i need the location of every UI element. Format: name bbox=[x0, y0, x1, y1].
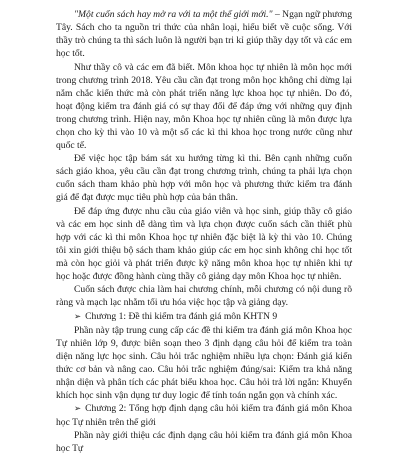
document-body bbox=[56, 8, 352, 456]
chapter-1-body: Phần này tập trung cung cấp các đề thi kiểm tra đánh giá môn Khoa học Tự nhiên lớp 9, được biên soạn theo 3 định dạng câu hỏi để kiểm tra toàn diện năng lực học sinh. Câu hỏi trắc nghiệm nhiều lựa chọn: Đánh giá kiến thức cơ bản và nâng cao. Câu hỏi trắc nghiệm đúng/sai: Kiểm tra khả năng nhận diện và phân tích các phát biểu khoa học. Câu hỏi trả lời ngắn: Khuyến khích học sinh vận dụng tư duy logic để tính toán ngắn gọn và chính xác. bbox=[56, 324, 352, 401]
paragraph-program: Như thầy cô và các em đã biết. Môn khoa học tự nhiên là môn học mới trong chương trình 2018. Yêu cầu cần đạt trong môn học không chỉ dừng lại nắm chắc kiến thức mà còn phát triển năng lực khoa học tự nhiên. Do đó, hoạt động kiểm tra đánh giá có sự thay đổi để đáp ứng với những quy định trong chương trình. Hiện nay, môn Khoa học tự nhiên cũng là môn được lựa chọn cho kỳ thi vào 10 và một số các kì thi khoa học trong nước cũng như quốc tế. bbox=[56, 61, 352, 151]
intro-paragraph bbox=[56, 8, 352, 60]
chapter-1-title: Chương 1: Đề thi kiểm tra đánh giá môn KHTN 9 bbox=[85, 310, 278, 322]
chapter-2-heading bbox=[56, 402, 352, 429]
paragraph-book-structure: Cuốn sách được chia làm hai chương chính, mỗi chương có nội dung rõ ràng và mạch lạc nhằm tối ưu hóa việc học tập và giảng dạy. bbox=[56, 284, 352, 308]
intro-rest: – Ngạn ngữ phương Tây. Sách cho ta nguồn tri thức của nhân loại, hiểu biết về cuộc sống. Với thầy trò chúng ta thì sách luôn là người bạn tri kỉ giúp thầy dạy tốt và các em học tốt. bbox=[56, 9, 352, 59]
paragraph-study-trend: Để việc học tập bám sát xu hướng từng kì thi. Bên cạnh những cuốn sách giáo khoa, yêu cầu cần đạt trong chương trình, chúng ta phải lựa chọn cuốn sách tham khảo phù hợp với môn học và phương thức kiểm tra đánh giá để đạt được mục tiêu phù hợp của bản thân. bbox=[56, 153, 352, 203]
paragraph-book-introduction: Để đáp ứng được nhu cầu của giáo viên và học sinh, giúp thầy cô giáo và các em học sinh dễ dàng tìm và lựa chọn được cuốn sách cần thiết phù hợp với các kì thi môn Khoa học tự nhiên đặc biệt là kỳ thi vào 10. Chúng tôi xin giới thiệu bộ sách tham khảo giúp các em học sinh không chỉ học tốt mà còn học giỏi và phát triển được kỹ năng môn khoa học tự nhiên khi tự học hoặc được đồng hành cùng thầy cô giảng dạy môn Khoa học tự nhiên. bbox=[56, 205, 352, 282]
arrow-bullet-icon: ➢ bbox=[74, 404, 82, 414]
chapter-2-body: Phần này giới thiệu các định dạng câu hỏi kiểm tra đánh giá môn Khoa học Tự bbox=[56, 430, 352, 454]
intro-quote: "Một cuốn sách hay mở ra với ta một thế giới mới." bbox=[74, 9, 273, 20]
chapter-2-title: Chương 2: Tổng hợp định dạng câu hỏi kiểm tra đánh giá môn Khoa học Tự nhiên trên thế giới bbox=[56, 403, 352, 428]
chapter-1-heading bbox=[56, 310, 352, 324]
arrow-bullet-icon: ➢ bbox=[74, 311, 82, 322]
